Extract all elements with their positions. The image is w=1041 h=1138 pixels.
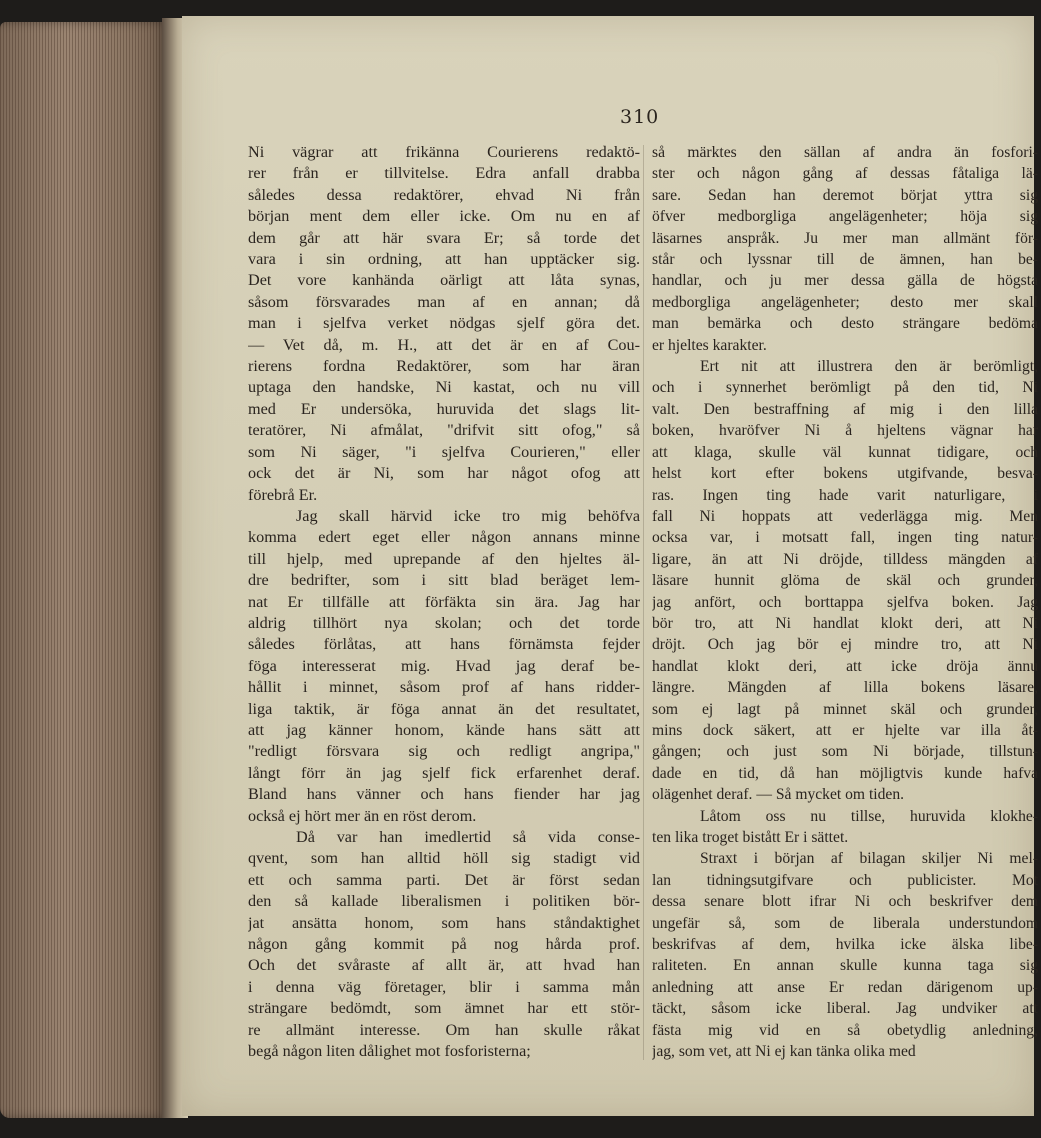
- text-line: således dessa redaktörer, ehvad Ni från: [248, 185, 640, 204]
- text-line: förebrå Er.: [248, 485, 318, 504]
- text-line: — Vet då, m. H., att det är en af Cou-: [248, 335, 640, 354]
- text-line: till hjelp, med uprepande af den hjeltes äl-: [248, 549, 640, 568]
- text-line: handlar, och ju mer dessa gälla de högsta: [652, 272, 1038, 290]
- text-line: valt. Den bestraffning af mig i den lilla: [652, 400, 1038, 418]
- text-line: ligare, än att Ni dröjde, tilldess mängden af: [652, 550, 1038, 568]
- text-line: början ment dem eller icke. Om nu en af: [248, 207, 640, 226]
- text-line: föga interesserat mig. Hvad jag deraf be-: [248, 656, 640, 675]
- text-line: att klaga, skulle väl kunnat tidigare, och: [652, 443, 1038, 461]
- text-line: Låtom oss nu tillse, huruvida klokhe-: [700, 807, 1038, 825]
- text-line: qvent, som han alltid höll sig stadigt vid: [248, 849, 640, 868]
- text-line: teratörer, Ni afmålat, "drifvit sitt ofog," så: [248, 421, 640, 440]
- text-line: re allmänt interesse. Om han skulle råkat: [248, 1020, 640, 1039]
- text-line: Och det svåraste af allt är, att hvad han: [248, 956, 640, 975]
- text-line: lan tidningsutgifvare och publicister. Mot: [652, 871, 1038, 889]
- text-line: vara i sin ordning, att han upptäcker sig.: [248, 250, 640, 269]
- text-line: Straxt i början af bilagan skiljer Ni mel-: [700, 850, 1038, 868]
- text-line: medborgliga angelägenheter; desto mer skall: [652, 293, 1038, 311]
- text-line: att jag känner honom, kände hans sätt att: [248, 720, 640, 739]
- text-line: handlat klokt deri, att icke dröja ännu: [652, 657, 1038, 675]
- text-line: boken, hvaröfver Ni å hjeltens vägnar har: [652, 422, 1038, 440]
- left-text-column: [248, 142, 640, 1062]
- text-line: fall Ni hoppats att vederlägga mig. Men: [652, 507, 1038, 525]
- text-line: begå någon liten dålighet mot fosforisterna;: [248, 1042, 531, 1061]
- text-line: komma edert eget eller någon annans minne: [248, 528, 640, 547]
- text-line: ungefär så, som de liberala understundom: [652, 914, 1038, 932]
- text-line: hållit i minnet, såsom prof af hans ridder-: [248, 678, 640, 697]
- text-line: ster och någon gång af dessas fåtaliga lä-: [652, 165, 1038, 183]
- text-line: anledning att anse Er redan därigenom up-: [652, 978, 1038, 996]
- text-line: ocksa var, i motsatt fall, ingen ting natur-: [652, 529, 1038, 547]
- text-line: såsom försvarades man af en annan; då: [248, 292, 640, 311]
- text-line: er hjeltes karakter.: [652, 336, 767, 354]
- text-line: nat Er tillfälle att förfäkta sin ära. Jag har: [248, 592, 640, 611]
- text-line: också ej hört mer än en röst derom.: [248, 806, 477, 825]
- book-page-edges: [0, 22, 168, 1118]
- text-line: någon gång kommit på nog hårda prof.: [248, 935, 640, 954]
- text-line: jat ansätta honom, som hans ståndaktighet: [248, 913, 640, 932]
- text-line: dröjt. Och jag bör ej mindre tro, att Ni: [652, 636, 1038, 654]
- text-line: som Ni säger, "i sjelfva Courieren," eller: [248, 442, 640, 461]
- text-line: dade en tid, då han möjligtvis kunde hafva: [652, 764, 1038, 782]
- text-line: ten lika troget bistått Er i sättet.: [652, 829, 849, 846]
- text-line: rierens fordna Redaktörer, som har äran: [248, 357, 640, 376]
- text-line: raliteten. En annan skulle kunna taga sig: [652, 957, 1038, 975]
- text-line: ras. Ingen ting hade varit naturligare, i: [652, 486, 1038, 504]
- text-line: liga taktik, är föga annat än det resultatet,: [248, 699, 640, 718]
- text-line: Det vore kanhända oärligt att låta synas,: [248, 271, 640, 290]
- text-line: dem går att här svara Er; så torde det: [248, 228, 640, 247]
- text-line: och i synnerhet berömligt på den tid, Ni: [652, 379, 1038, 397]
- text-line: långt förr än jag sjelf fick erfarenhet deraf.: [248, 763, 640, 782]
- text-line: så märktes den sällan af andra än fosfori-: [652, 144, 1038, 161]
- text-line: läsarnes anspråk. Ju mer man allmänt för-: [652, 229, 1038, 247]
- text-line: helst kort efter bokens utgifvande, besva-: [652, 465, 1038, 483]
- text-line: öfver medborgliga angelägenheter; höja sig: [652, 208, 1038, 226]
- text-line: som ej lagt på minnet skäl och grunder,: [652, 700, 1038, 718]
- text-line: strängare bedömdt, som ämnet har ett stör-: [248, 999, 640, 1018]
- text-line: gången; och just som Ni började, tillstun-: [652, 743, 1038, 761]
- right-text-column: [652, 142, 1038, 1062]
- text-line: den så kallade liberalismen i politiken bör-: [248, 892, 640, 911]
- text-line: i denna väg företager, blir i samma mån: [248, 977, 640, 996]
- text-line: "redligt försvara sig och redligt angripa,": [248, 742, 640, 761]
- text-line: Då var han imedlertid så vida conse-: [296, 828, 640, 846]
- text-line: står och lyssnar till de ämnen, han be-: [652, 251, 1038, 269]
- text-line: läsare hunnit glöma de skäl och grunder,: [652, 572, 1038, 590]
- text-line: bör tro, att Ni handlat klokt deri, att Ni: [652, 614, 1038, 632]
- text-line: mins dock säkert, att er hjelte var illa åt-: [652, 721, 1038, 739]
- text-line: man i sjelfva verket nödgas sjelf göra det.: [248, 314, 640, 333]
- text-line: jag, som vet, att Ni ej kan tänka olika med: [652, 1043, 916, 1061]
- text-line: dessa senare blott ifrar Ni och beskrifver dem: [652, 893, 1038, 911]
- text-line: Ert nit att illustrera den är berömligt,: [700, 358, 1038, 376]
- text-line: längre. Mängden af lilla bokens läsare,: [652, 679, 1038, 697]
- page-number: 310: [620, 106, 660, 128]
- text-line: man bemärka och desto strängare bedöma: [652, 315, 1038, 333]
- text-line: uptaga den handske, Ni kastat, och nu vill: [248, 378, 640, 397]
- text-line: ock det är Ni, som har något ofog att: [248, 464, 640, 483]
- text-line: ett och samma parti. Det är först sedan: [248, 870, 640, 889]
- text-line: fästa mig vid en så obetydlig anledning,: [652, 1021, 1038, 1039]
- text-line: Ni vägrar att frikänna Courierens redaktö-: [248, 143, 640, 161]
- text-line: sare. Sedan han deremot börjat yttra sig: [652, 186, 1038, 204]
- text-line: jag anfört, och borttappa sjelfva boken. Jag: [652, 593, 1038, 611]
- text-line: aldrig tillhört nya skolan; och det torde: [248, 613, 640, 632]
- text-line: dre bedrifter, som i sitt blad beräget lem-: [248, 571, 640, 590]
- text-line: rer från er tillvitelse. Edra anfall drabba: [248, 164, 640, 183]
- text-line: Jag skall härvid icke tro mig behöfva: [296, 506, 640, 525]
- text-line: med Er undersöka, huruvida det slags lit-: [248, 399, 640, 418]
- text-line: beskrifvas af dem, hvilka icke älska libe-: [652, 936, 1038, 954]
- text-line: täckt, såsom icke liberal. Jag undviker att: [652, 1000, 1038, 1018]
- column-divider: [643, 145, 644, 1060]
- text-line: Bland hans vänner och hans fiender har jag: [248, 785, 640, 804]
- text-line: olägenhet deraf. — Så mycket om tiden.: [652, 786, 905, 804]
- text-line: således förlåtas, att hans förnämsta fejder: [248, 635, 640, 654]
